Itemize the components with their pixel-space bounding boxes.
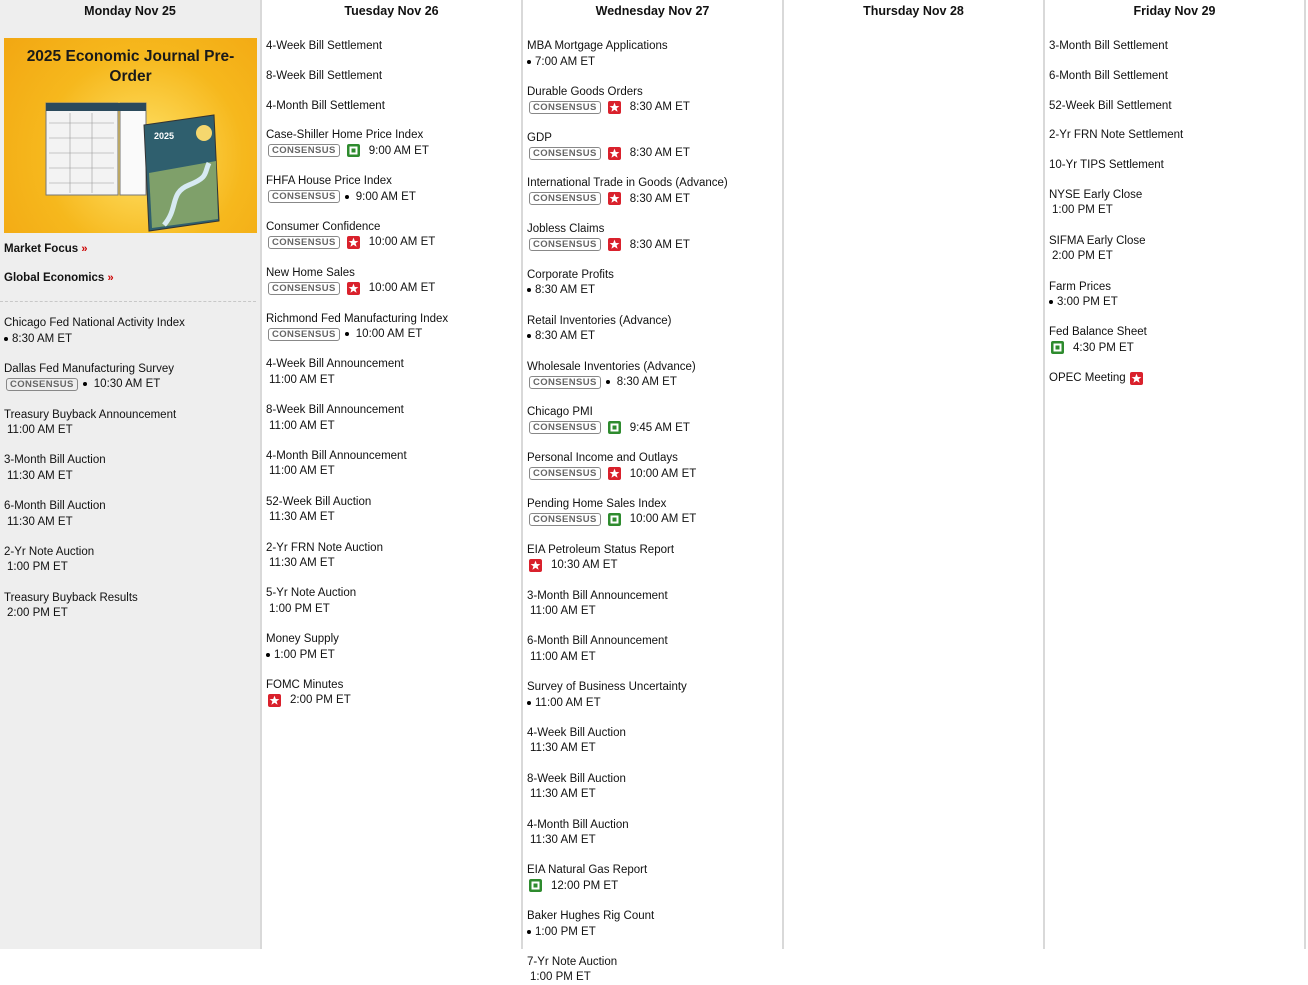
event-time: 8:30 AM ET — [629, 147, 690, 160]
event-meta — [527, 924, 782, 939]
event-meta — [527, 558, 782, 573]
event-time: 12:00 PM ET — [551, 879, 619, 892]
bullet-dot-icon — [527, 334, 531, 338]
event-name[interactable]: 4-Month Bill Settlement — [266, 99, 385, 112]
event-name[interactable]: Treasury Buyback Announcement — [4, 408, 177, 421]
event-meta — [4, 377, 260, 392]
event-item — [266, 495, 521, 525]
event-item — [527, 131, 782, 161]
event-time: 10:00 AM ET — [368, 236, 436, 249]
event-list — [784, 32, 1043, 39]
event-name[interactable]: Corporate Profits — [527, 268, 614, 281]
event-meta — [527, 283, 782, 298]
event-meta — [266, 464, 521, 479]
event-item — [266, 449, 521, 479]
event-time: 11:00 AM ET — [530, 605, 596, 618]
event-meta — [527, 833, 782, 848]
event-meta — [4, 331, 260, 346]
event-time: 11:30 AM ET — [7, 469, 73, 482]
event-item — [527, 726, 782, 756]
event-item — [1049, 158, 1304, 172]
event-meta — [527, 329, 782, 344]
event-item — [266, 39, 521, 53]
event-item — [266, 99, 521, 113]
event-item — [527, 405, 782, 435]
event-item — [527, 909, 782, 939]
day-column — [0, 0, 262, 949]
event-name[interactable]: FOMC Minutes — [266, 678, 344, 691]
event-time: 11:30 AM ET — [530, 834, 596, 847]
event-time: 11:00 AM ET — [269, 373, 335, 386]
event-item — [4, 591, 260, 621]
event-time: 8:30 AM ET — [616, 376, 677, 389]
red-star-icon — [347, 282, 360, 295]
event-item — [527, 176, 782, 206]
event-name[interactable]: Personal Income and Outlays — [527, 452, 678, 465]
event-name[interactable]: Dallas Fed Manufacturing Survey — [4, 362, 175, 375]
event-name[interactable]: Chicago PMI — [527, 406, 593, 419]
chevron-right-icon: » — [81, 243, 88, 255]
event-name[interactable]: 5-Yr Note Auction — [266, 587, 357, 600]
event-meta — [527, 604, 782, 619]
event-meta — [266, 510, 521, 525]
event-item — [527, 955, 782, 985]
event-meta — [4, 468, 260, 483]
consensus-button[interactable]: CONSENSUS — [529, 101, 601, 114]
event-meta — [527, 237, 782, 252]
event-time: 2:00 PM ET — [7, 607, 68, 620]
event-time: 1:00 PM ET — [274, 648, 335, 661]
journal-illustration — [4, 93, 257, 233]
event-name[interactable]: MBA Mortgage Applications — [527, 40, 668, 52]
event-item — [527, 543, 782, 573]
red-star-icon — [608, 101, 621, 114]
event-time: 3:00 PM ET — [1057, 296, 1118, 309]
event-item — [1049, 325, 1304, 355]
event-name[interactable]: EIA Natural Gas Report — [527, 864, 648, 877]
side-links — [0, 233, 260, 284]
svg-text:2025: 2025 — [154, 131, 175, 141]
event-meta — [266, 418, 521, 433]
event-meta — [527, 54, 782, 69]
event-time: 11:00 AM ET — [7, 424, 73, 437]
event-item — [527, 268, 782, 298]
event-time: 1:00 PM ET — [530, 971, 591, 984]
event-name[interactable]: Wholesale Inventories (Advance) — [527, 360, 696, 373]
event-time: 2:00 PM ET — [290, 694, 351, 707]
event-meta — [266, 693, 521, 708]
divider — [0, 301, 256, 302]
event-meta — [527, 741, 782, 756]
event-time: 1:00 PM ET — [535, 925, 596, 938]
event-meta — [266, 235, 521, 250]
event-item — [1049, 69, 1304, 83]
day-column — [262, 0, 523, 949]
event-time: 8:30 AM ET — [535, 284, 596, 297]
event-meta — [527, 100, 782, 115]
bullet-dot-icon — [1049, 300, 1053, 304]
event-time: 11:00 AM ET — [269, 419, 335, 432]
bullet-dot-icon — [83, 382, 87, 386]
event-time: 8:30 AM ET — [629, 101, 690, 114]
event-meta — [1049, 340, 1304, 355]
event-name[interactable]: 4-Week Bill Announcement — [266, 358, 404, 371]
event-item — [527, 39, 782, 69]
event-name[interactable]: SIFMA Early Close — [1049, 234, 1146, 247]
red-star-icon — [608, 147, 621, 160]
event-name[interactable]: Retail Inventories (Advance) — [527, 314, 672, 327]
event-time: 8:30 AM ET — [535, 330, 596, 343]
event-item — [527, 451, 782, 481]
event-meta — [527, 649, 782, 664]
chevron-right-icon: » — [107, 272, 114, 284]
event-name[interactable]: Consumer Confidence — [266, 220, 381, 233]
red-star-icon — [529, 559, 542, 572]
consensus-button[interactable]: CONSENSUS — [529, 147, 601, 160]
event-meta — [527, 878, 782, 893]
event-time: 11:00 AM ET — [269, 465, 335, 478]
consensus-button[interactable]: CONSENSUS — [268, 236, 340, 249]
event-name[interactable]: 8-Week Bill Auction — [527, 772, 626, 785]
consensus-button[interactable]: CONSENSUS — [268, 190, 340, 203]
event-time: 8:30 AM ET — [629, 192, 690, 205]
event-time: 2:00 PM ET — [1052, 250, 1113, 263]
event-name[interactable]: 4-Week Bill Settlement — [266, 40, 383, 52]
event-time: 7:00 AM ET — [535, 55, 596, 68]
red-star-icon — [1130, 372, 1143, 385]
event-time: 10:30 AM ET — [551, 559, 618, 572]
event-item — [527, 589, 782, 619]
bullet-dot-icon — [527, 288, 531, 292]
event-item — [266, 312, 521, 342]
event-time: 8:30 AM ET — [12, 332, 73, 345]
event-meta — [4, 514, 260, 529]
event-name[interactable]: Pending Home Sales Index — [527, 497, 667, 510]
event-name[interactable]: International Trade in Goods (Advance) — [527, 177, 728, 190]
event-name[interactable]: Chicago Fed National Activity Index — [4, 317, 185, 329]
event-meta — [266, 556, 521, 571]
consensus-button[interactable]: CONSENSUS — [529, 513, 601, 526]
event-meta — [527, 970, 782, 985]
link-label: Global Economics — [4, 272, 105, 284]
event-name[interactable]: 10-Yr TIPS Settlement — [1049, 159, 1164, 172]
day-header: Tuesday Nov 26 — [344, 4, 439, 18]
bullet-dot-icon — [527, 60, 531, 64]
event-meta — [1049, 249, 1304, 264]
event-list — [0, 316, 260, 621]
event-name[interactable]: 2-Yr Note Auction — [4, 545, 95, 558]
day-column — [784, 0, 1045, 949]
event-list — [1045, 32, 1304, 385]
event-name[interactable]: 3-Month Bill Settlement — [1049, 40, 1168, 52]
event-meta — [1049, 295, 1304, 310]
event-name[interactable]: 8-Week Bill Settlement — [266, 69, 383, 82]
event-time: 1:00 PM ET — [1052, 204, 1113, 217]
bullet-dot-icon — [266, 653, 270, 657]
event-item — [527, 680, 782, 710]
consensus-button[interactable]: CONSENSUS — [268, 282, 340, 295]
event-meta — [4, 560, 260, 575]
event-time: 10:00 AM ET — [629, 513, 697, 526]
event-time: 9:45 AM ET — [629, 421, 690, 434]
event-item — [527, 222, 782, 252]
event-meta — [527, 466, 782, 481]
consensus-button[interactable]: CONSENSUS — [529, 421, 601, 434]
event-name[interactable]: 7-Yr Note Auction — [527, 955, 618, 968]
event-meta — [527, 191, 782, 206]
event-meta — [4, 606, 260, 621]
link-label: Market Focus — [4, 243, 79, 255]
event-time: 11:30 AM ET — [530, 742, 596, 755]
event-meta — [266, 189, 521, 204]
event-time: 9:00 AM ET — [355, 190, 416, 203]
event-item — [527, 360, 782, 390]
green-diamond-icon — [1051, 341, 1064, 354]
event-name[interactable]: 6-Month Bill Settlement — [1049, 69, 1168, 82]
event-item — [4, 499, 260, 529]
consensus-button[interactable]: CONSENSUS — [268, 144, 340, 157]
event-name[interactable]: 4-Week Bill Auction — [527, 726, 626, 739]
event-meta — [4, 423, 260, 438]
day-header: Friday Nov 29 — [1133, 4, 1216, 18]
event-item — [266, 266, 521, 296]
event-time: 1:00 PM ET — [269, 602, 330, 615]
event-item — [266, 678, 521, 708]
link-market-focus[interactable] — [4, 243, 256, 255]
event-meta — [1049, 203, 1304, 218]
bullet-dot-icon — [527, 701, 531, 705]
day-column — [523, 0, 784, 984]
event-item — [527, 85, 782, 115]
event-item — [4, 545, 260, 575]
event-meta — [266, 327, 521, 342]
red-star-icon — [347, 236, 360, 249]
event-item — [4, 316, 260, 346]
event-name[interactable]: New Home Sales — [266, 266, 355, 279]
event-meta — [527, 787, 782, 802]
consensus-button[interactable]: CONSENSUS — [529, 467, 601, 480]
event-time: 11:00 AM ET — [530, 650, 596, 663]
event-time: 10:30 AM ET — [93, 378, 161, 391]
event-item — [527, 818, 782, 848]
consensus-button[interactable]: CONSENSUS — [6, 378, 78, 391]
event-item — [266, 69, 521, 83]
event-time: 11:30 AM ET — [7, 515, 73, 528]
event-meta — [527, 695, 782, 710]
green-diamond-icon — [529, 879, 542, 892]
event-name[interactable]: FHFA House Price Index — [266, 175, 392, 188]
consensus-button[interactable]: CONSENSUS — [268, 328, 340, 341]
event-item — [266, 174, 521, 204]
event-name[interactable]: Fed Balance Sheet — [1049, 326, 1147, 339]
link-global-economics[interactable] — [4, 272, 256, 284]
event-name[interactable]: Richmond Fed Manufacturing Index — [266, 312, 449, 325]
event-time: 9:00 AM ET — [368, 144, 429, 157]
event-item — [527, 314, 782, 344]
green-diamond-icon — [608, 421, 621, 434]
event-item — [1049, 234, 1304, 264]
event-name[interactable]: Farm Prices — [1049, 280, 1111, 293]
event-name[interactable]: Durable Goods Orders — [527, 85, 643, 98]
event-name[interactable]: 3-Month Bill Announcement — [527, 589, 668, 602]
event-name[interactable]: 2-Yr FRN Note Settlement — [1049, 129, 1184, 142]
green-diamond-icon — [608, 513, 621, 526]
importance-badge — [1128, 372, 1147, 385]
event-time: 1:00 PM ET — [7, 561, 68, 574]
event-item — [1049, 280, 1304, 310]
event-item — [266, 586, 521, 616]
event-name[interactable]: Baker Hughes Rig Count — [527, 910, 655, 923]
event-name[interactable]: EIA Petroleum Status Report — [527, 543, 675, 556]
event-item — [527, 863, 782, 893]
day-header: Wednesday Nov 27 — [595, 4, 710, 18]
green-diamond-icon — [347, 144, 360, 157]
event-time: 10:00 AM ET — [368, 282, 436, 295]
event-item — [266, 403, 521, 433]
event-name[interactable]: 8-Week Bill Announcement — [266, 404, 404, 417]
event-name[interactable]: 6-Month Bill Auction — [4, 500, 106, 513]
event-time: 4:30 PM ET — [1073, 341, 1134, 354]
event-name[interactable]: 52-Week Bill Settlement — [1049, 99, 1172, 112]
bullet-dot-icon — [606, 380, 610, 384]
event-meta — [266, 647, 521, 662]
event-name[interactable]: 3-Month Bill Auction — [4, 454, 106, 467]
event-meta — [527, 375, 782, 390]
red-star-icon — [608, 467, 621, 480]
event-item — [266, 128, 521, 158]
bullet-dot-icon — [527, 930, 531, 934]
promo-banner[interactable] — [4, 38, 257, 233]
event-name[interactable]: Jobless Claims — [527, 223, 605, 236]
event-name[interactable]: 2-Yr FRN Note Auction — [266, 541, 383, 554]
consensus-button[interactable]: CONSENSUS — [529, 376, 601, 389]
red-star-icon — [608, 238, 621, 251]
event-time: 11:30 AM ET — [269, 511, 335, 524]
event-item — [527, 634, 782, 664]
red-star-icon — [268, 694, 281, 707]
event-item — [527, 772, 782, 802]
event-meta — [266, 281, 521, 296]
event-meta — [266, 372, 521, 387]
bullet-dot-icon — [345, 332, 349, 336]
event-time: 8:30 AM ET — [629, 238, 690, 251]
event-name[interactable]: Survey of Business Uncertainty — [527, 681, 687, 694]
event-meta — [527, 420, 782, 435]
consensus-button[interactable]: CONSENSUS — [529, 192, 601, 205]
event-time: 10:00 AM ET — [629, 467, 697, 480]
event-list — [523, 32, 782, 985]
red-star-icon — [608, 192, 621, 205]
event-item — [266, 541, 521, 571]
event-item — [1049, 371, 1304, 385]
bullet-dot-icon — [4, 337, 8, 341]
event-list — [262, 32, 521, 708]
event-name[interactable]: GDP — [527, 131, 552, 144]
event-item — [266, 632, 521, 662]
event-name[interactable]: Treasury Buyback Results — [4, 591, 138, 604]
day-header: Monday Nov 25 — [84, 4, 176, 18]
event-name[interactable]: 6-Month Bill Announcement — [527, 635, 668, 648]
event-name[interactable]: OPEC Meeting — [1049, 372, 1126, 385]
event-item — [266, 357, 521, 387]
event-meta — [266, 601, 521, 616]
event-meta — [527, 512, 782, 527]
event-item — [4, 362, 260, 392]
event-item — [1049, 128, 1304, 142]
event-item — [1049, 188, 1304, 218]
day-header: Thursday Nov 28 — [863, 4, 964, 18]
event-time: 11:00 AM ET — [535, 696, 601, 709]
event-time: 11:30 AM ET — [269, 557, 335, 570]
event-name[interactable]: NYSE Early Close — [1049, 188, 1143, 201]
event-name[interactable]: 4-Month Bill Auction — [527, 818, 629, 831]
bullet-dot-icon — [345, 195, 349, 199]
event-item — [266, 220, 521, 250]
event-meta — [527, 146, 782, 161]
event-name[interactable]: 52-Week Bill Auction — [266, 495, 372, 508]
event-item — [4, 453, 260, 483]
promo-title: 2025 Economic Journal Pre-Order — [26, 48, 235, 85]
event-name[interactable]: Money Supply — [266, 633, 339, 646]
event-time: 10:00 AM ET — [355, 328, 423, 341]
consensus-button[interactable]: CONSENSUS — [529, 238, 601, 251]
day-column — [1045, 0, 1306, 949]
event-time: 11:30 AM ET — [530, 788, 596, 801]
event-name[interactable]: Case-Shiller Home Price Index — [266, 129, 424, 142]
event-item — [1049, 39, 1304, 53]
event-meta — [266, 143, 521, 158]
event-name[interactable]: 4-Month Bill Announcement — [266, 449, 407, 462]
event-item — [4, 408, 260, 438]
event-item — [527, 497, 782, 527]
event-item — [1049, 99, 1304, 113]
